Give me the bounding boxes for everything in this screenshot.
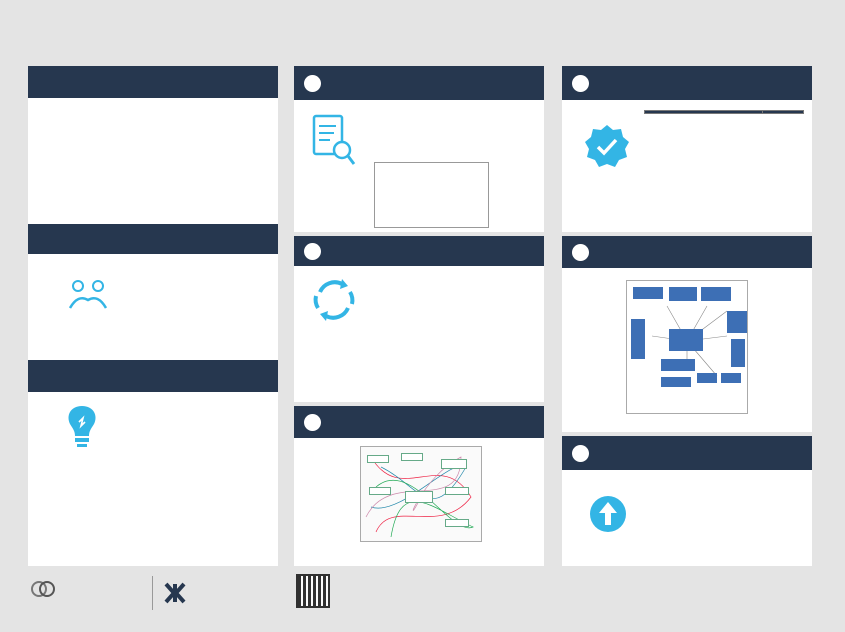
define-header <box>294 66 544 100</box>
floor-room <box>669 287 697 301</box>
handshake-icon <box>68 274 108 314</box>
left-column <box>28 66 278 566</box>
measure-panel <box>294 236 544 402</box>
analyze-number <box>304 414 321 431</box>
measure-body <box>374 270 538 272</box>
qio-logo-icon <box>30 576 56 602</box>
control-panel <box>562 236 812 432</box>
approach-body <box>110 262 272 265</box>
floor-room <box>721 373 741 383</box>
innovations-header <box>28 360 278 392</box>
improve-header <box>562 66 812 100</box>
conclusion-body <box>646 476 806 479</box>
qr-code <box>296 574 330 608</box>
control-number <box>572 244 589 261</box>
footer <box>0 566 845 632</box>
lightbulb-icon <box>64 402 100 452</box>
analyze-box <box>441 459 467 469</box>
spaghetti-diagram <box>360 446 482 542</box>
status-col-header <box>763 111 804 114</box>
define-number <box>304 75 321 92</box>
footer-divider <box>152 576 153 610</box>
floor-plan-diagram <box>626 280 748 414</box>
checkmark-badge-icon <box>584 124 630 170</box>
action-table <box>644 110 804 114</box>
analyze-box <box>367 455 389 463</box>
define-panel <box>294 66 544 232</box>
analyze-box <box>445 487 469 495</box>
approach-section <box>28 254 278 360</box>
floor-room <box>631 319 645 359</box>
improve-panel <box>562 66 812 232</box>
up-arrow-circle-icon <box>588 494 628 534</box>
analyze-box <box>401 453 423 461</box>
improve-number <box>572 75 589 92</box>
floor-room <box>633 287 663 299</box>
measure-number <box>304 243 321 260</box>
conclusion-number <box>572 445 589 462</box>
innovations-body <box>110 398 272 402</box>
analyze-box <box>445 519 469 527</box>
floor-room <box>727 311 747 333</box>
floor-room <box>697 373 717 383</box>
kepro-logo-icon <box>164 582 186 604</box>
floor-room <box>661 377 691 387</box>
approach-header <box>28 224 278 254</box>
floor-room <box>661 359 695 371</box>
measure-header <box>294 236 544 266</box>
conclusion-panel <box>562 436 812 566</box>
analyze-box <box>405 491 433 503</box>
floor-room <box>701 287 731 301</box>
analyze-box <box>369 487 391 495</box>
action-col-header <box>645 111 763 114</box>
document-search-icon <box>312 114 356 168</box>
control-header <box>562 236 812 268</box>
floor-room <box>731 339 745 367</box>
innovations-section <box>28 392 278 562</box>
define-chart <box>374 162 489 228</box>
abstract-section <box>28 98 278 224</box>
cycle-arrows-icon <box>312 278 356 322</box>
analyze-panel <box>294 406 544 566</box>
chart-svg <box>375 170 488 228</box>
abstract-header <box>28 66 278 98</box>
analyze-header <box>294 406 544 438</box>
conclusion-header <box>562 436 812 470</box>
floor-room <box>669 329 703 351</box>
